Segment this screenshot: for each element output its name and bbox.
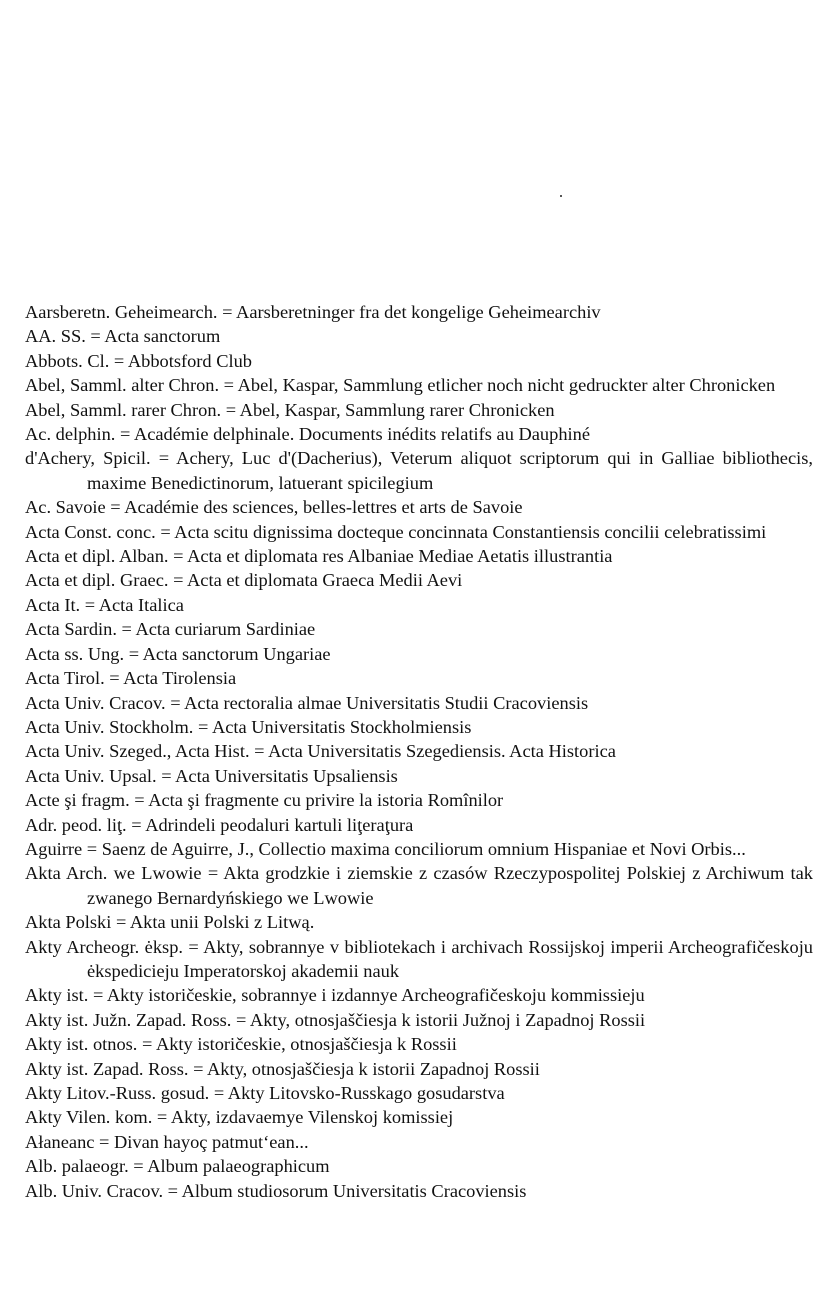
list-item: Adr. peod. liţ. = Adrindeli peodaluri kartuli liţeraţura xyxy=(25,814,414,835)
list-item: Akty Vilen. kom. = Akty, izdavaemye Vilenskoj komissiej xyxy=(25,1107,454,1128)
list-item: Acta Univ. Cracov. = Acta rectoralia almae Universitatis Studii Cracoviensis xyxy=(25,692,589,713)
list-item: Akty ist. Južn. Zapad. Ross. = Akty, otnosjaščiesja k istorii Južnoj i Zapadnoj Rossii xyxy=(25,1009,646,1030)
list-item: Akty ist. = Akty istoričeskie, sobrannye i izdannye Archeografičeskoju kommissieju xyxy=(25,985,645,1006)
list-item: Abbots. Cl. = Abbotsford Club xyxy=(25,350,252,371)
list-item: Acta et dipl. Alban. = Acta et diplomata res Albaniae Mediae Aetatis illustrantia xyxy=(25,546,613,567)
abbreviation-list xyxy=(25,300,813,1203)
list-item: Akta Arch. we Lwowie = Akta grodzkie i ziemskie z czasów Rzeczypospolitej Polskiej z Archiwum tak zwanego Bernardyńskiego we Lwowie xyxy=(25,863,813,908)
list-item: Aarsberetn. Geheimearch. = Aarsberetninger fra det kongelige Geheimearchiv xyxy=(25,302,601,322)
list-item: Acta Univ. Szeged., Acta Hist. = Acta Universitatis Szegediensis. Acta Historica xyxy=(25,741,616,762)
list-item: Acta Univ. Stockholm. = Acta Universitatis Stockholmiensis xyxy=(25,716,472,737)
list-item: Acte şi fragm. = Acta şi fragmente cu privire la istoria Romînilor xyxy=(25,790,504,811)
list-item: AA. SS. = Acta sanctorum xyxy=(25,326,221,347)
list-item: d'Achery, Spicil. = Achery, Luc d'(Dacherius), Veterum aliquot scriptorum qui in Galliae bibliothecis, maxime Benedictinorum, latuerant spicilegium xyxy=(25,448,813,493)
list-item: Acta Const. conc. = Acta scitu dignissima docteque concinnata Constantiensis concilii celebratissimi xyxy=(25,521,767,542)
list-item: Acta ss. Ung. = Acta sanctorum Ungariae xyxy=(25,643,331,664)
list-item: Aguirre = Saenz de Aguirre, J., Collectio maxima conciliorum omnium Hispaniae et Novi Orbis... xyxy=(25,838,746,859)
list-item: Acta Sardin. = Acta curiarum Sardiniae xyxy=(25,619,316,640)
list-item: Acta It. = Acta Italica xyxy=(25,594,184,615)
list-item: Akty ist. Zapad. Ross. = Akty, otnosjaščiesja k istorii Zapadnoj Rossii xyxy=(25,1058,540,1079)
list-item: Akty Litov.-Russ. gosud. = Akty Litovsko-Russkago gosudarstva xyxy=(25,1083,505,1103)
list-item: Ac. Savoie = Académie des sciences, belles-lettres et arts de Savoie xyxy=(25,497,523,518)
list-item: Acta et dipl. Graec. = Acta et diplomata Graeca Medii Aevi xyxy=(25,570,463,591)
stray-mark xyxy=(560,195,562,197)
list-item: Ałaneanc = Divan hayoç patmutʻean... xyxy=(25,1131,309,1152)
list-item: Acta Tirol. = Acta Tirolensia xyxy=(25,668,237,689)
list-item: Abel, Samml. alter Chron. = Abel, Kaspar, Sammlung etlicher noch nicht gedruckter alter Chronicken xyxy=(25,375,776,396)
list-item: Acta Univ. Upsal. = Acta Universitatis Upsaliensis xyxy=(25,765,398,786)
list-item: Akty ist. otnos. = Akty istoričeskie, otnosjaščiesja k Rossii xyxy=(25,1034,457,1055)
list-item: Abel, Samml. rarer Chron. = Abel, Kaspar, Sammlung rarer Chronicken xyxy=(25,399,555,420)
list-item: Akty Archeogr. ėksp. = Akty, sobrannye v bibliotekach i archivach Rossijskoj imperii Archeografičeskoju ėkspedicieju Imperatorskoj akademii nauk xyxy=(25,936,813,981)
list-item: Alb. Univ. Cracov. = Album studiosorum Universitatis Cracoviensis xyxy=(25,1180,527,1201)
list-item: Ac. delphin. = Académie delphinale. Documents inédits relatifs au Dauphiné xyxy=(25,424,590,445)
list-item: Alb. palaeogr. = Album palaeographicum xyxy=(25,1156,330,1177)
list-item: Akta Polski = Akta unii Polski z Litwą. xyxy=(25,912,315,933)
